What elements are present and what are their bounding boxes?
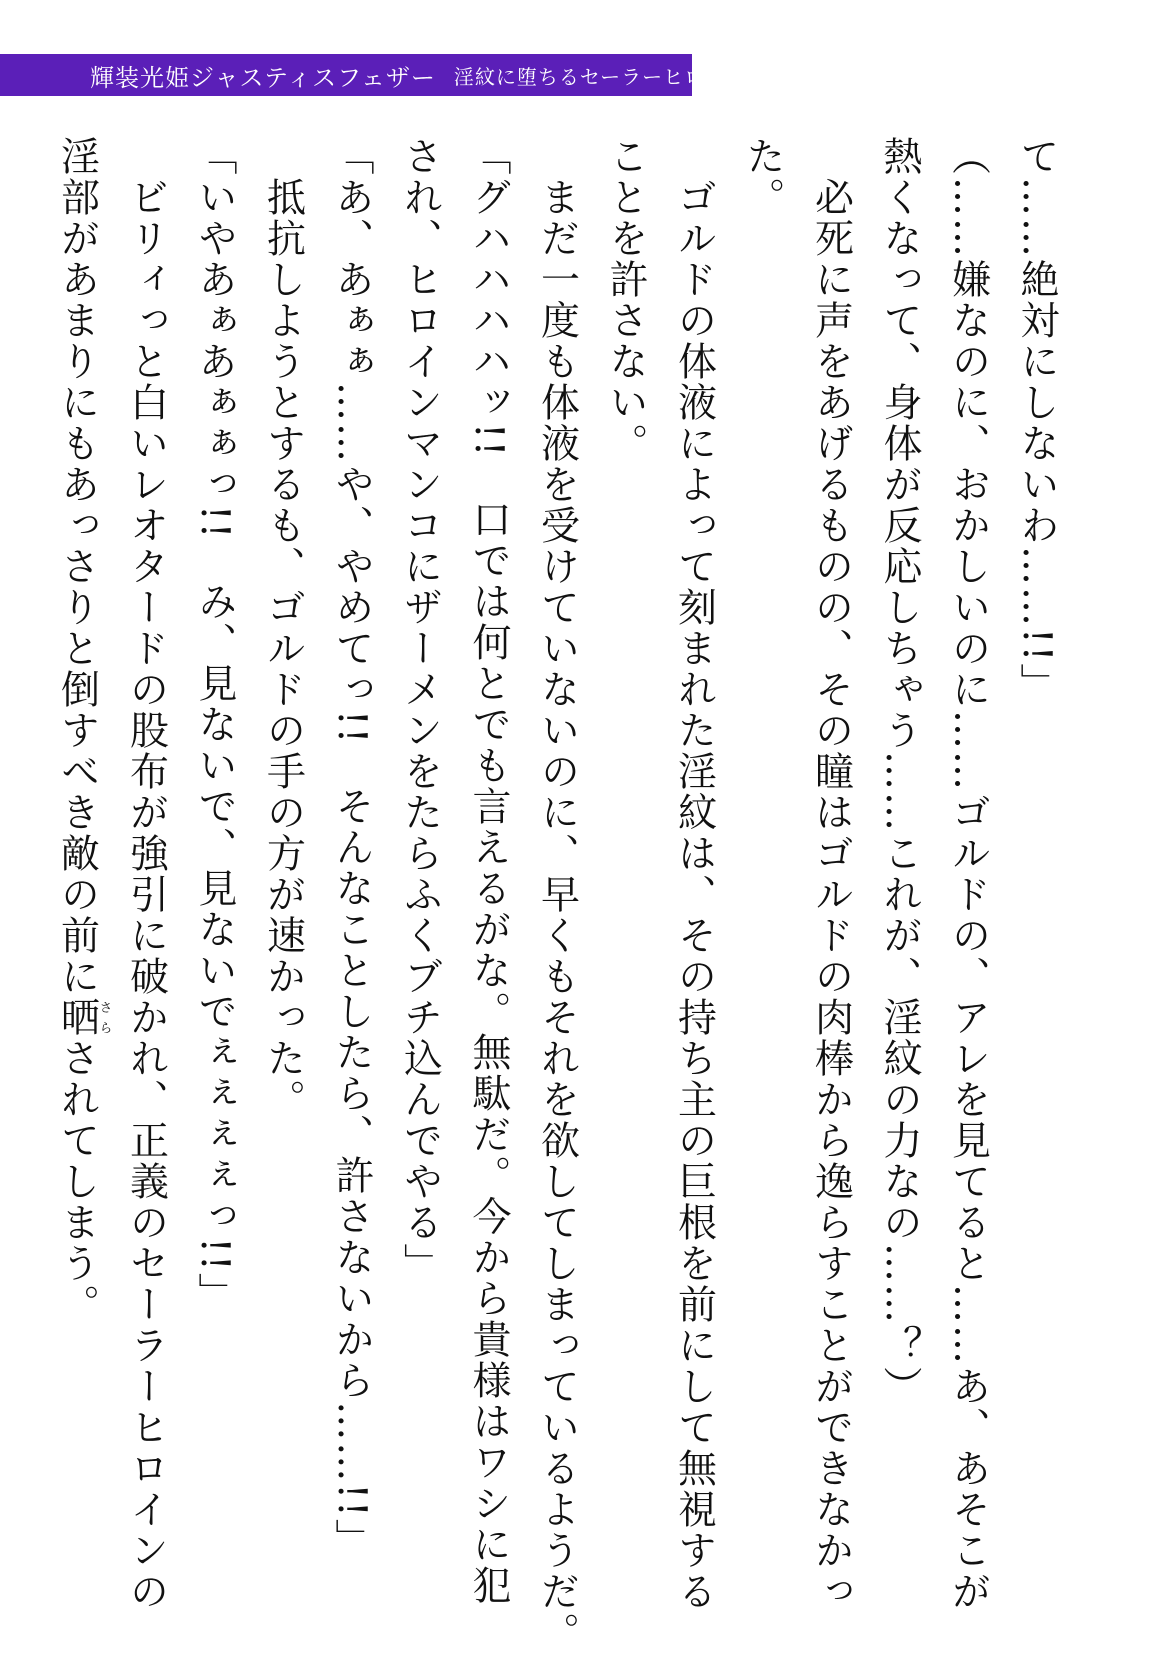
text-segment: 淫部があまりにもあっさりと倒すべき敵の前に: [54, 136, 100, 997]
text-line-last: [42, 136, 111, 1596]
ruby-base: 晒: [54, 997, 100, 1038]
ruby-reading: さら: [96, 997, 112, 1038]
book-subtitle: 淫紋に堕ちるセーラーヒロイン: [453, 64, 747, 89]
ruby-annotation: [54, 997, 112, 1038]
book-title: 輝装光姫ジャスティスフェザー: [90, 63, 436, 92]
text-line: 熱くなって、身体が反応しちゃう……これが、淫紋の力なの……？）: [877, 136, 922, 1407]
text-line: 「いやあぁあぁぁっ!! み、見ないで、見ないでぇぇぇぇっ!!」: [192, 136, 237, 1314]
running-header: [0, 54, 747, 96]
text-line: 抵抗しようとするも、ゴルドの手の方が速かった。: [260, 136, 306, 1120]
text-line: た。: [740, 136, 785, 218]
text-line: 必死に声をあげるものの、その瞳はゴルドの肉棒から逸らすことができなかっ: [808, 136, 854, 1612]
text-line: 「グハハハハッ!! 口では何とでも言えるがな。無駄だ。今から貴様はワシに犯: [466, 136, 511, 1607]
text-line: ことを許さない。: [603, 136, 648, 464]
text-line: まだ一度も体液を受けていないのに、早くもそれを欲してしまっているようだ。: [534, 136, 580, 1653]
text-line: 「あ、あぁぁ……や、やめてっ!! そんなことしたら、許さないから……!!」: [329, 136, 374, 1560]
text-line: され、ヒロインマンコにザーメンをたらふくブチ込んでやる」: [397, 136, 443, 1284]
text-segment: されてしまう。: [54, 1038, 100, 1325]
text-line: ビリィっと白いレオタードの股布が強引に破かれ、正義のセーラーヒロインの: [123, 136, 169, 1612]
text-line: ゴルドの体液によって刻まれた淫紋は、その持ち主の巨根を前にして無視する: [671, 136, 717, 1612]
text-line: て……絶対にしないわ……!!」: [1014, 136, 1059, 705]
vertical-body-text: [54, 136, 1070, 1653]
text-line: （……嫌なのに、おかしいのに……ゴルドの、アレを見てると……あ、あそこが: [945, 136, 991, 1612]
